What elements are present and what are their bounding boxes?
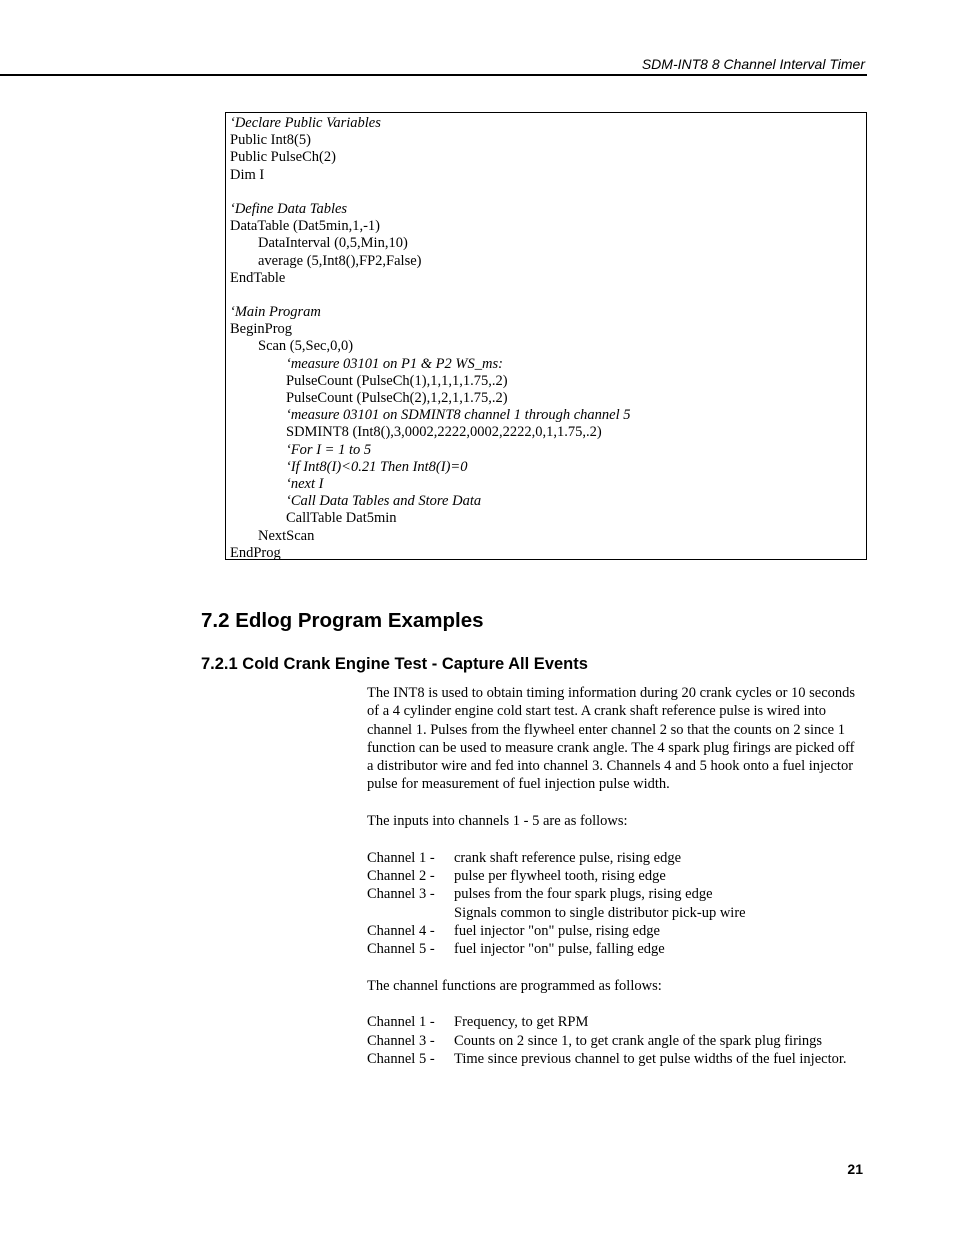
code-line: PulseCount (PulseCh(2),1,2,1,1.75,.2): [286, 390, 508, 406]
inputs-intro-paragraph: The inputs into channels 1 - 5 are as follows:: [367, 813, 628, 830]
channel-functions-list: [367, 1013, 861, 1068]
channel-inputs-list: [367, 849, 861, 959]
body-text: [367, 684, 861, 1087]
code-line: ‘Main Program: [230, 304, 321, 321]
channel-description: fuel injector "on" pulse, rising edge: [454, 922, 660, 939]
code-line: SDMINT8 (Int8(),3,0002,2222,0002,2222,0,1,1.75,.2): [286, 424, 602, 441]
running-header-title: SDM-INT8 8 Channel Interval Timer: [641, 56, 865, 72]
channel-label: Channel 1 -: [367, 1014, 435, 1031]
channel-row: [367, 867, 861, 885]
code-blank-line: [230, 287, 866, 304]
code-line: ‘Define Data Tables: [230, 200, 348, 217]
channel-row: [367, 1013, 861, 1031]
code-line: Scan (5,Sec,0,0): [258, 338, 354, 355]
functions-intro-paragraph: The channel functions are programmed as follows:: [367, 977, 662, 994]
code-line: DataInterval (0,5,Min,10): [258, 235, 408, 252]
channel-row: [367, 940, 861, 958]
code-line: ‘If Int8(I)<0.21 Then Int8(I)=0: [286, 458, 468, 475]
channel-description: fuel injector "on" pulse, falling edge: [454, 941, 665, 958]
channel-label: Channel 3 -: [367, 886, 435, 903]
code-line: BeginProg: [230, 321, 293, 338]
channel-row: [367, 904, 861, 922]
code-line: Dim I: [230, 166, 265, 183]
section-heading: 7.2 Edlog Program Examples: [201, 609, 484, 632]
code-listing-box: [225, 112, 867, 560]
channel-row: [367, 885, 861, 903]
channel-row: [367, 922, 861, 940]
code-line: PulseCount (PulseCh(1),1,1,1,1.75,.2): [286, 372, 508, 389]
channel-label: Channel 3 -: [367, 1032, 435, 1049]
code-line: EndProg: [230, 544, 281, 561]
code-line: ‘measure 03101 on SDMINT8 channel 1 through channel 5: [286, 407, 631, 424]
channel-description: Time since previous channel to get pulse widths of the fuel injector.: [454, 1050, 847, 1067]
code-blank-line: [230, 184, 866, 201]
channel-description: crank shaft reference pulse, rising edge: [454, 849, 682, 866]
channel-description: Frequency, to get RPM: [454, 1014, 589, 1031]
code-line: DataTable (Dat5min,1,-1): [230, 218, 380, 235]
code-line: ‘Declare Public Variables: [230, 115, 381, 131]
channel-description: pulse per flywheel tooth, rising edge: [454, 867, 666, 884]
code-line: ‘next I: [286, 475, 324, 492]
channel-label: [367, 904, 454, 922]
channel-row: [367, 849, 861, 867]
channel-description: Signals common to single distributor pick-up wire: [454, 904, 746, 921]
code-line: NextScan: [258, 527, 315, 544]
header-divider: [0, 74, 867, 76]
channel-row: [367, 1050, 861, 1068]
channel-label: Channel 2 -: [367, 867, 435, 884]
code-line: Public Int8(5): [230, 132, 311, 149]
channel-description: Counts on 2 since 1, to get crank angle of the spark plug firings: [454, 1032, 823, 1049]
code-line: ‘measure 03101 on P1 & P2 WS_ms:: [286, 355, 503, 372]
code-line: CallTable Dat5min: [286, 510, 397, 527]
page-number: 21: [847, 1161, 863, 1177]
channel-row: [367, 1032, 861, 1050]
code-line: average (5,Int8(),FP2,False): [258, 252, 422, 269]
code-line: ‘Call Data Tables and Store Data: [286, 493, 482, 510]
channel-label: Channel 5 -: [367, 941, 435, 958]
channel-label: Channel 5 -: [367, 1050, 435, 1067]
channel-description: pulses from the four spark plugs, rising edge: [454, 886, 713, 903]
code-line: EndTable: [230, 269, 286, 286]
code-line: Public PulseCh(2): [230, 149, 336, 166]
code-line: ‘For I = 1 to 5: [286, 441, 372, 458]
channel-label: Channel 1 -: [367, 849, 435, 866]
intro-paragraph: The INT8 is used to obtain timing information during 20 crank cycles or 10 seconds of a 4 cylinder engine cold start test. A crank shaft reference pulse is wired into channel 1. Pulses from the flywheel enter channel 2 so that the counts on 2 since 1 function can be used to measure crank angle. The 4 spark plug firings are picked off a distributor wire and fed into channel 3. Channels 4 and 5 hook onto a fuel injector pulse for measurement of fuel injection pulse width.: [367, 685, 856, 793]
subsection-heading: 7.2.1 Cold Crank Engine Test - Capture All Events: [201, 655, 588, 673]
channel-label: Channel 4 -: [367, 922, 435, 939]
